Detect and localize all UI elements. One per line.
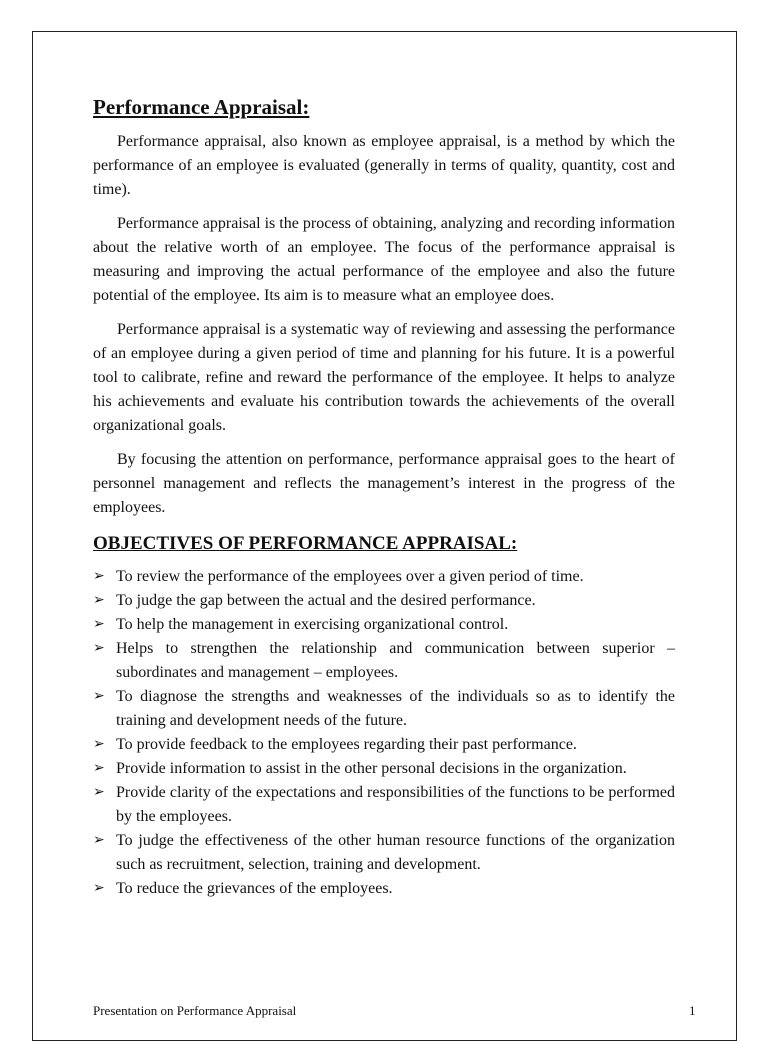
list-item-text: To diagnose the strengths and weaknesses of the individuals so as to identify the training and development needs of the future. (116, 688, 675, 729)
objectives-list (93, 565, 675, 901)
arrow-bullet-icon: ➢ (93, 593, 105, 608)
list-item-text: To provide feedback to the employees regarding their past performance. (116, 736, 577, 753)
page-number: 1 (689, 1003, 696, 1018)
arrow-bullet-icon: ➢ (93, 641, 105, 656)
list-item-text: To judge the effectiveness of the other human resource functions of the organization such as recruitment, selection, training and development. (116, 832, 675, 873)
footer-text: Presentation on Performance Appraisal (93, 1003, 297, 1018)
paragraph: Performance appraisal is the process of obtaining, analyzing and recording information about the relative worth of an employee. The focus of the performance appraisal is measuring and improving the actual performance of the employee and also the future potential of the employee. Its aim is to measure what an employee does. (93, 215, 675, 304)
arrow-bullet-icon: ➢ (93, 737, 105, 752)
arrow-bullet-icon: ➢ (93, 761, 105, 776)
list-item (93, 829, 675, 877)
paragraph: Performance appraisal, also known as employee appraisal, is a method by which the performance of an employee is evaluated (generally in terms of quality, quantity, cost and time). (93, 133, 675, 198)
list-item (93, 613, 675, 637)
list-item (93, 565, 675, 589)
objectives-heading: OBJECTIVES OF PERFORMANCE APPRAISAL: (93, 533, 518, 554)
paragraph: By focusing the attention on performance, performance appraisal goes to the heart of personnel management and reflects the management’s interest in the progress of the employees. (93, 451, 675, 516)
list-item (93, 757, 675, 781)
list-item-text: To judge the gap between the actual and the desired performance. (116, 592, 536, 609)
list-item (93, 877, 675, 901)
list-item (93, 781, 675, 829)
list-item (93, 685, 675, 733)
list-item-text: To reduce the grievances of the employees. (116, 880, 393, 897)
arrow-bullet-icon: ➢ (93, 569, 105, 584)
arrow-bullet-icon: ➢ (93, 617, 105, 632)
list-item-text: To help the management in exercising organizational control. (116, 616, 509, 633)
list-item-text: Provide information to assist in the other personal decisions in the organization. (116, 760, 627, 777)
arrow-bullet-icon: ➢ (93, 785, 105, 800)
list-item (93, 733, 675, 757)
list-item-text: To review the performance of the employees over a given period of time. (116, 568, 584, 585)
list-item (93, 637, 675, 685)
arrow-bullet-icon: ➢ (93, 833, 105, 848)
list-item-text: Helps to strengthen the relationship and communication between superior – subordinates and management – employees. (116, 640, 675, 681)
list-item (93, 589, 675, 613)
list-item-text: Provide clarity of the expectations and responsibilities of the functions to be performed by the employees. (116, 784, 675, 825)
page-title: Performance Appraisal: (93, 95, 310, 119)
arrow-bullet-icon: ➢ (93, 689, 105, 704)
arrow-bullet-icon: ➢ (93, 881, 105, 896)
document-body (93, 94, 675, 901)
paragraph: Performance appraisal is a systematic way of reviewing and assessing the performance of an employee during a given period of time and planning for his future. It is a powerful tool to calibrate, refine and reward the performance of the employee. It helps to analyze his achievements and evaluate his contribution towards the achievements of the overall organizational goals. (93, 321, 675, 434)
